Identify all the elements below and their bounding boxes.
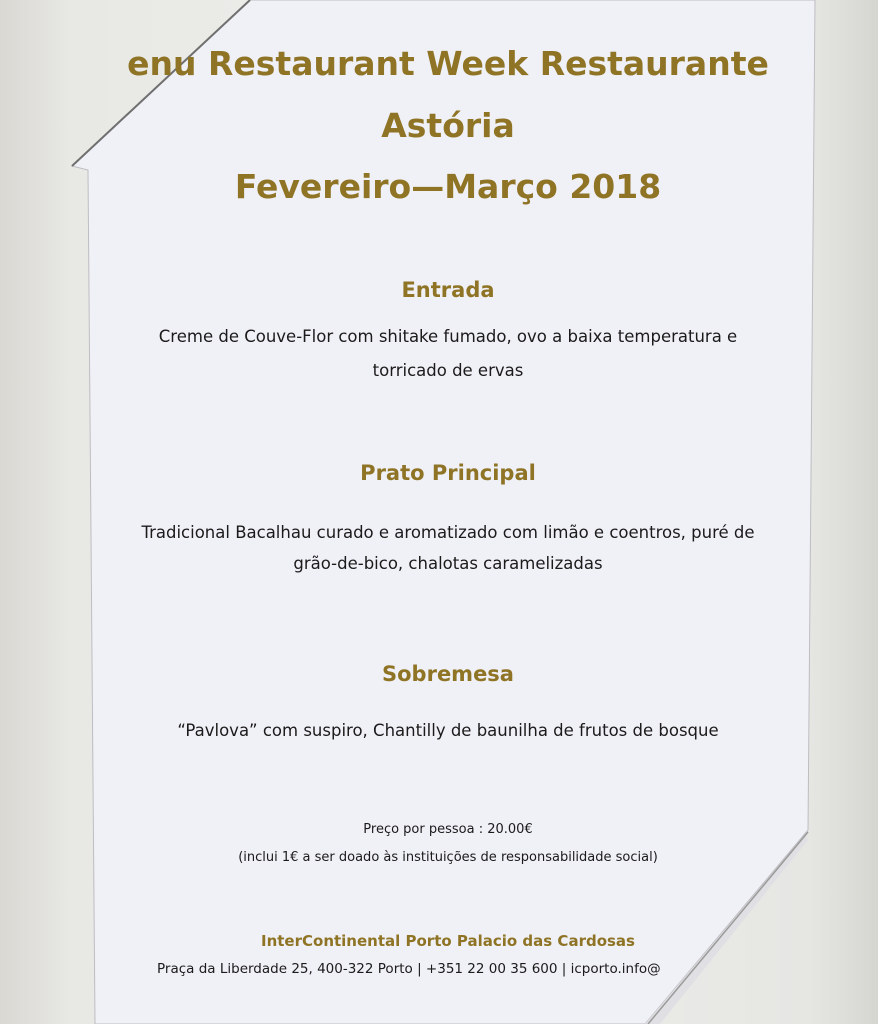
menu-title: enu Restaurant Week Restaurante bbox=[127, 44, 769, 83]
prato-principal-line: grão-de-bico, chalotas caramelizadas bbox=[293, 554, 603, 573]
entrada-line: torricado de ervas bbox=[372, 361, 524, 380]
section-heading-prato-principal: Prato Principal bbox=[360, 461, 536, 485]
price-note: (inclui 1€ a ser doado às instituições de responsabilidade social) bbox=[238, 850, 658, 865]
restaurant-name: Astória bbox=[381, 106, 515, 145]
price-per-person: Preço por pessoa : 20.00€ bbox=[363, 822, 533, 837]
section-heading-sobremesa: Sobremesa bbox=[382, 662, 514, 686]
hotel-address: Praça da Liberdade 25, 400-322 Porto | +351 22 00 35 600 | icporto.info@ bbox=[157, 961, 661, 977]
menu-dates: Fevereiro—Março 2018 bbox=[234, 167, 662, 206]
prato-principal-line: Tradicional Bacalhau curado e aromatizado com limão e coentros, puré de bbox=[141, 523, 755, 542]
hotel-name: InterContinental Porto Palacio das Cardosas bbox=[261, 932, 635, 950]
section-heading-entrada: Entrada bbox=[401, 278, 495, 302]
entrada-line: Creme de Couve-Flor com shitake fumado, ovo a baixa temperatura e bbox=[158, 327, 738, 346]
sobremesa-line: “Pavlova” com suspiro, Chantilly de baunilha de frutos de bosque bbox=[177, 721, 719, 740]
